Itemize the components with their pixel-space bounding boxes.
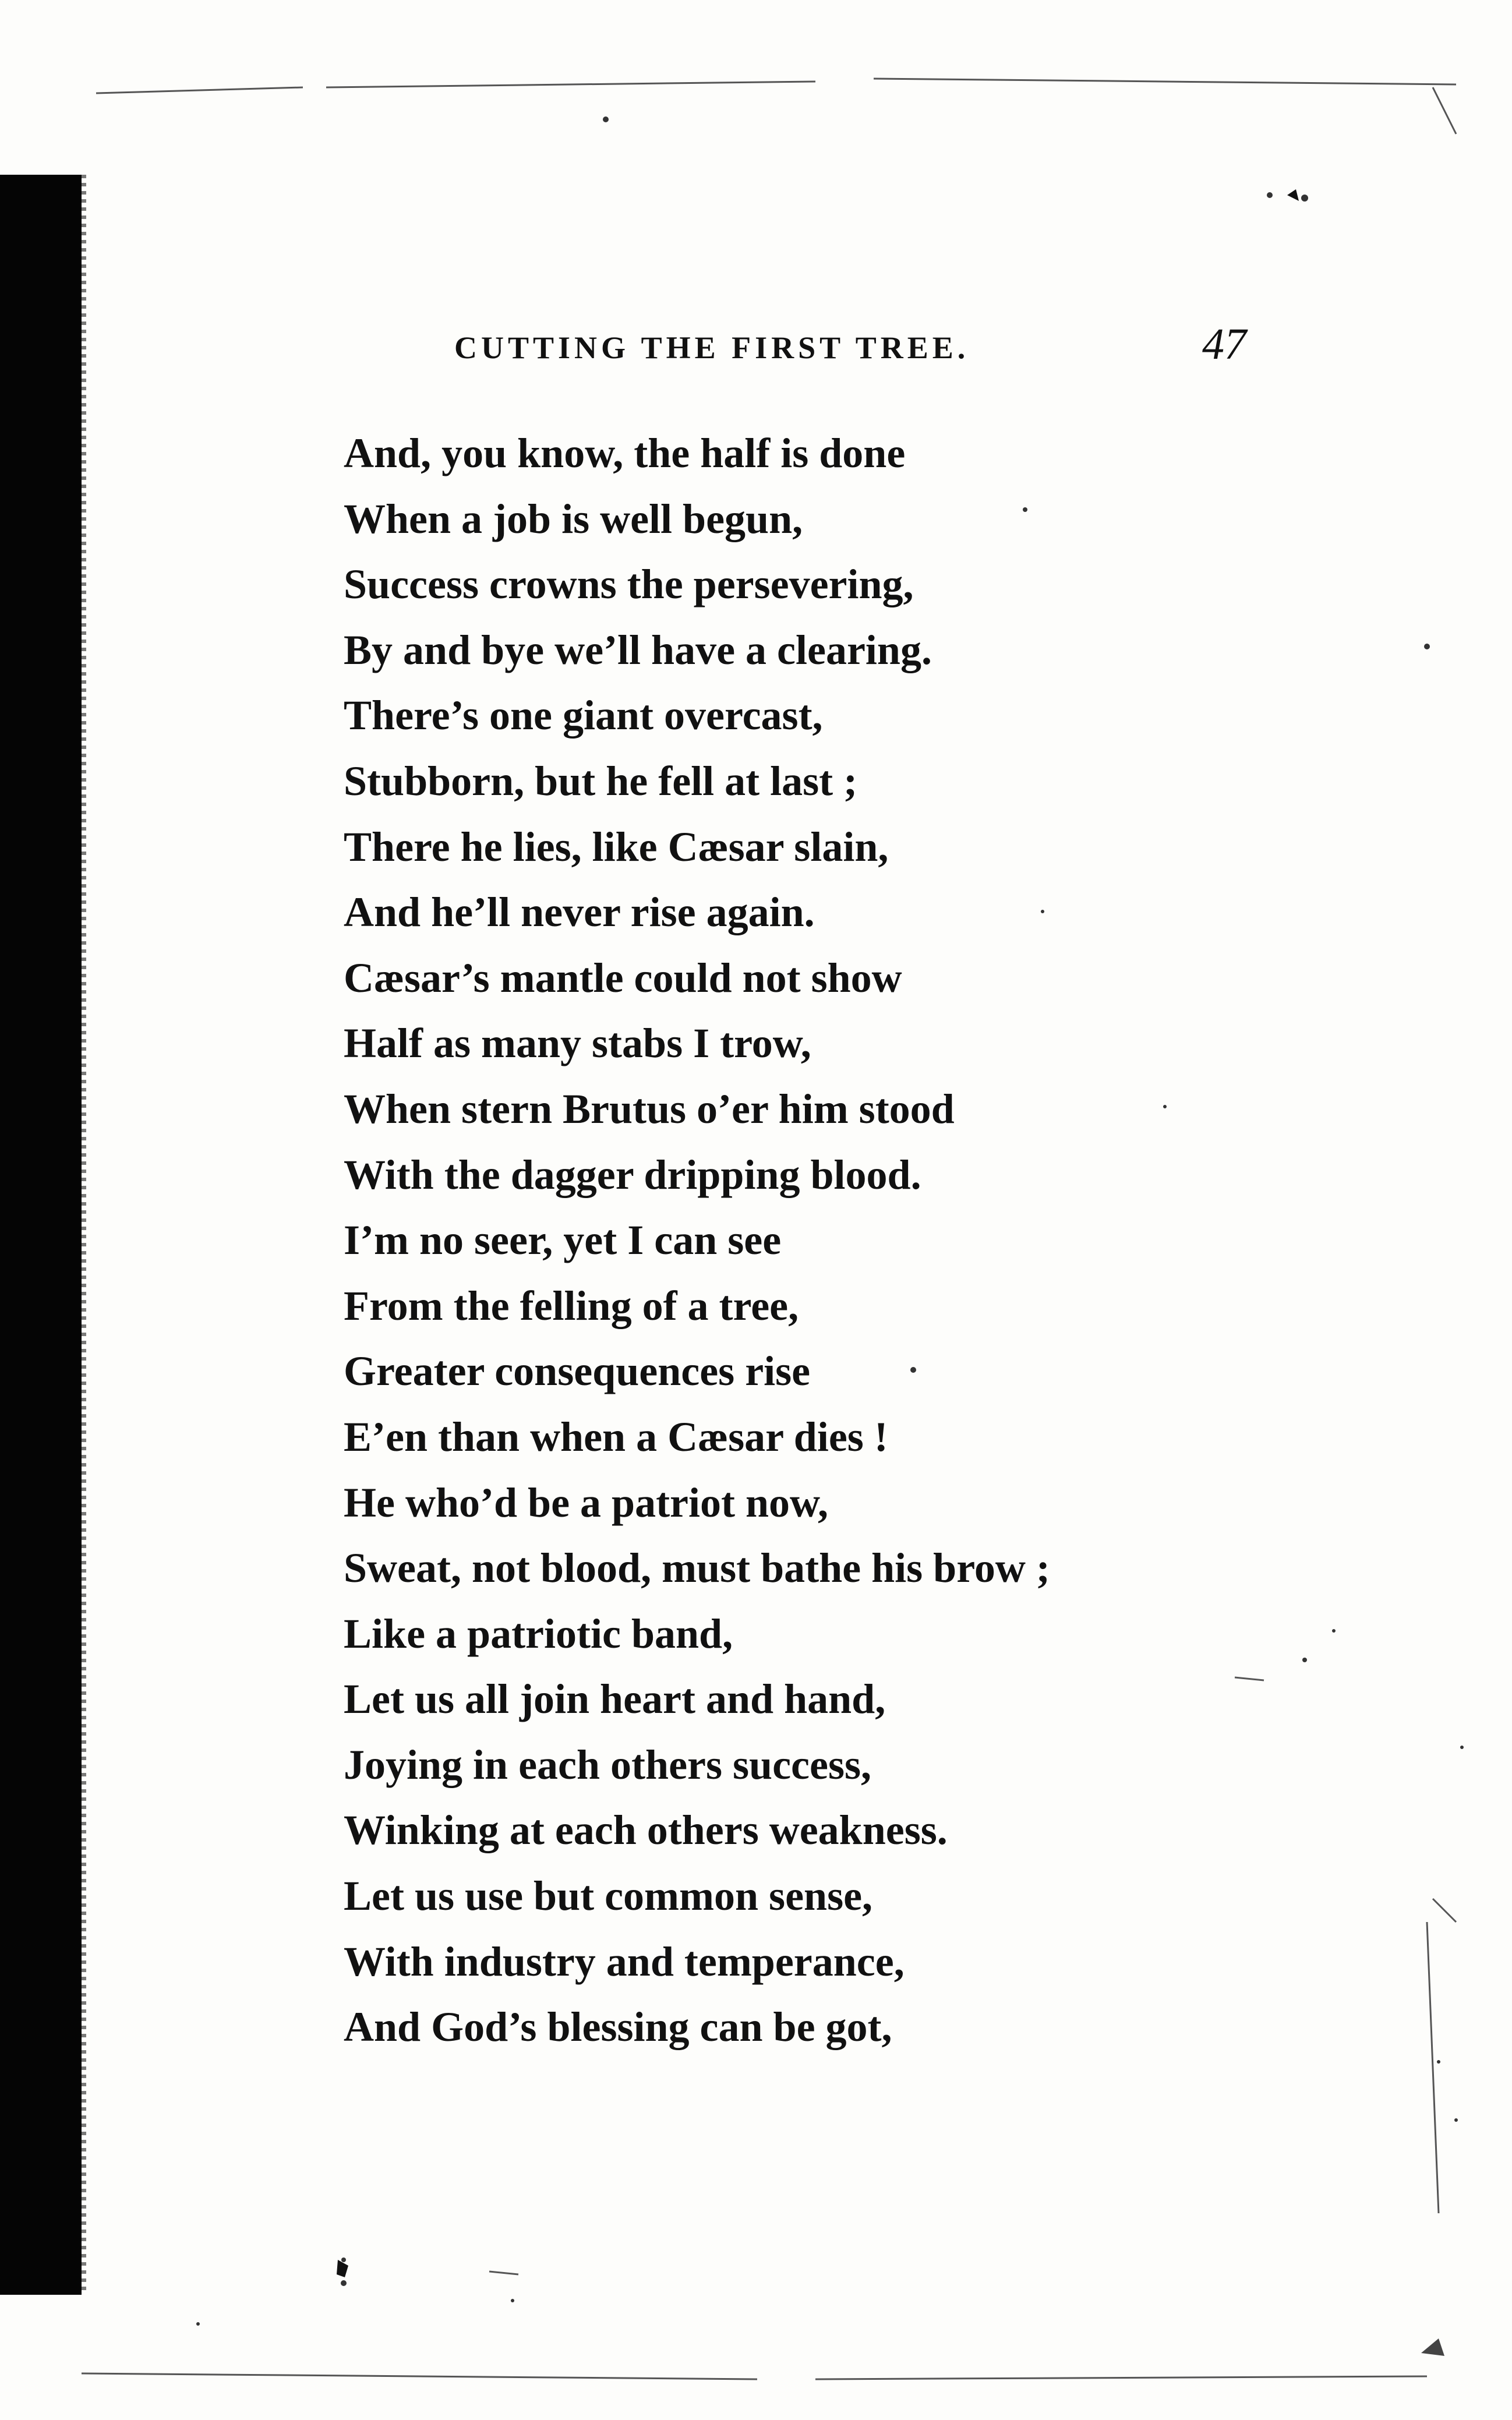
poem-line: And, you know, the half is done — [344, 430, 906, 476]
poem-line: Winking at each others weakness. — [344, 1807, 948, 1854]
poem-line: Joying in each others success, — [344, 1741, 871, 1788]
poem-line: Let us all join heart and hand, — [344, 1676, 886, 1723]
poem-line: With the dagger dripping blood. — [344, 1151, 921, 1198]
poem-line: When stern Brutus o’er him stood — [344, 1085, 955, 1132]
poem-line: Half as many stabs I trow, — [344, 1020, 811, 1067]
poem-line: From the felling of a tree, — [344, 1282, 799, 1329]
poem-line: Success crowns the persevering, — [344, 561, 914, 608]
poem-line: Sweat, not blood, must bathe his brow ; — [344, 1545, 1050, 1592]
poem-line: And he’ll never rise again. — [344, 889, 815, 936]
poem-line: Let us use but common sense, — [344, 1873, 873, 1920]
poem-line: E’en than when a Cæsar dies ! — [344, 1413, 888, 1460]
poem-line: I’m no seer, yet I can see — [344, 1217, 782, 1264]
running-title: CUTTING THE FIRST TREE. — [454, 330, 970, 365]
poem-line: By and bye we’ll have a clearing. — [344, 626, 932, 673]
page-number: 47 — [1202, 320, 1246, 369]
poem-line: With industry and temperance, — [344, 1938, 905, 1985]
poem-line: There he lies, like Cæsar slain, — [344, 823, 889, 870]
poem-line: There’s one giant overcast, — [344, 692, 823, 739]
poem-line: He who’d be a patriot now, — [344, 1479, 829, 1526]
poem-line: Cæsar’s mantle could not show — [344, 954, 902, 1001]
poem-line: And God’s blessing can be got, — [344, 2004, 892, 2051]
poem-line: Greater consequences rise — [344, 1348, 811, 1395]
poem-line: Like a patriotic band, — [344, 1610, 733, 1657]
poem-line: Stubborn, but he fell at last ; — [344, 757, 858, 804]
poem-line: When a job is well begun, — [344, 495, 803, 542]
